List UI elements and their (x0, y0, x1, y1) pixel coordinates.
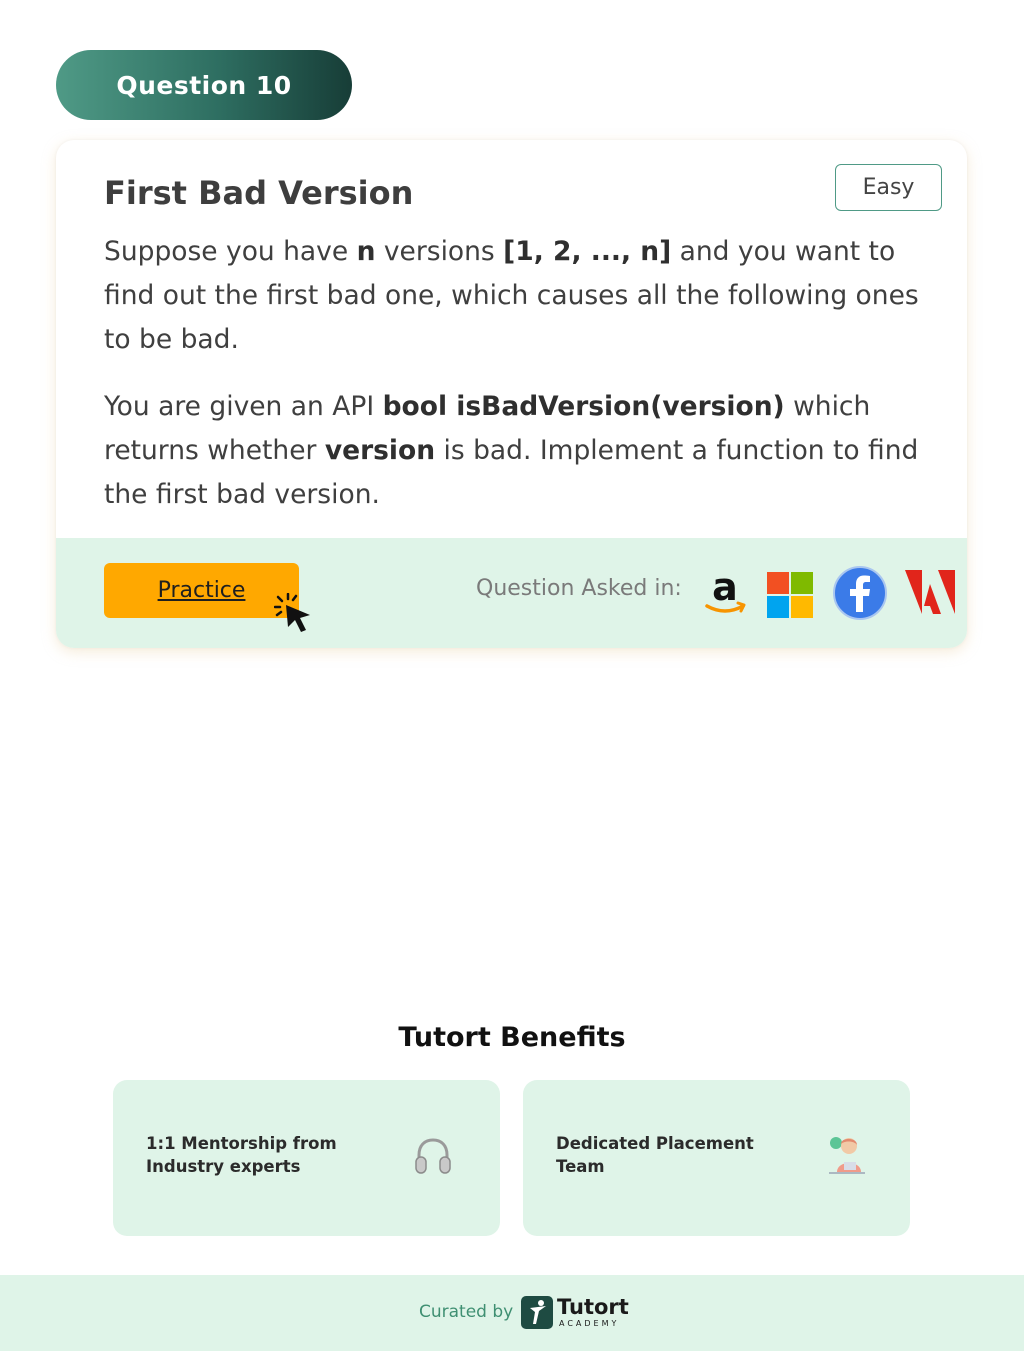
svg-text:a: a (712, 566, 738, 609)
tutort-figure-icon (521, 1296, 553, 1329)
description-text: and you want to find out the first bad one, which causes all the following ones to be bad. (104, 236, 919, 355)
problem-description-2 (104, 385, 924, 517)
card-footer (56, 538, 967, 648)
cursor-click-icon (274, 593, 314, 635)
emphasized-text: n (356, 236, 376, 267)
problem-title: First Bad Version (104, 174, 414, 212)
curated-by-label: Curated by (419, 1302, 514, 1322)
question-number-badge: Question 10 (56, 50, 352, 120)
benefit-text: 1:1 Mentorship from Industry experts (146, 1134, 337, 1176)
practice-button[interactable]: Practice (104, 563, 299, 618)
difficulty-badge: Easy (835, 164, 942, 211)
tutort-brand-name: Tutort (557, 1295, 629, 1319)
benefit-text: Dedicated Placement Team (556, 1134, 754, 1176)
adobe-logo (905, 570, 955, 614)
benefits-title: Tutort Benefits (398, 1022, 626, 1053)
description-text: which returns whether (104, 391, 871, 466)
amazon-logo (701, 566, 749, 618)
question-card (56, 140, 967, 648)
description-text: versions (375, 236, 504, 267)
support-agent-icon (825, 1132, 869, 1176)
description-text: is bad. Implement a function to find the first bad version. (104, 435, 919, 510)
emphasized-text: bool isBadVersion(version) (382, 391, 785, 422)
asked-in-label: Question Asked in: (476, 576, 682, 601)
problem-description-1 (104, 230, 924, 362)
emphasized-text: [1, 2, ..., n] (503, 236, 672, 267)
benefit-card-mentorship (113, 1080, 500, 1236)
benefit-card-placement (523, 1080, 910, 1236)
description-text: You are given an API (104, 391, 383, 422)
footer (0, 1275, 1024, 1351)
tutort-logo-mark (521, 1296, 553, 1329)
microsoft-logo (767, 572, 813, 618)
tutort-brand-subtitle: ACADEMY (559, 1319, 620, 1328)
headphones-icon (413, 1135, 453, 1177)
facebook-logo (833, 566, 887, 620)
emphasized-text: version (324, 435, 436, 466)
description-text: Suppose you have (104, 236, 357, 267)
